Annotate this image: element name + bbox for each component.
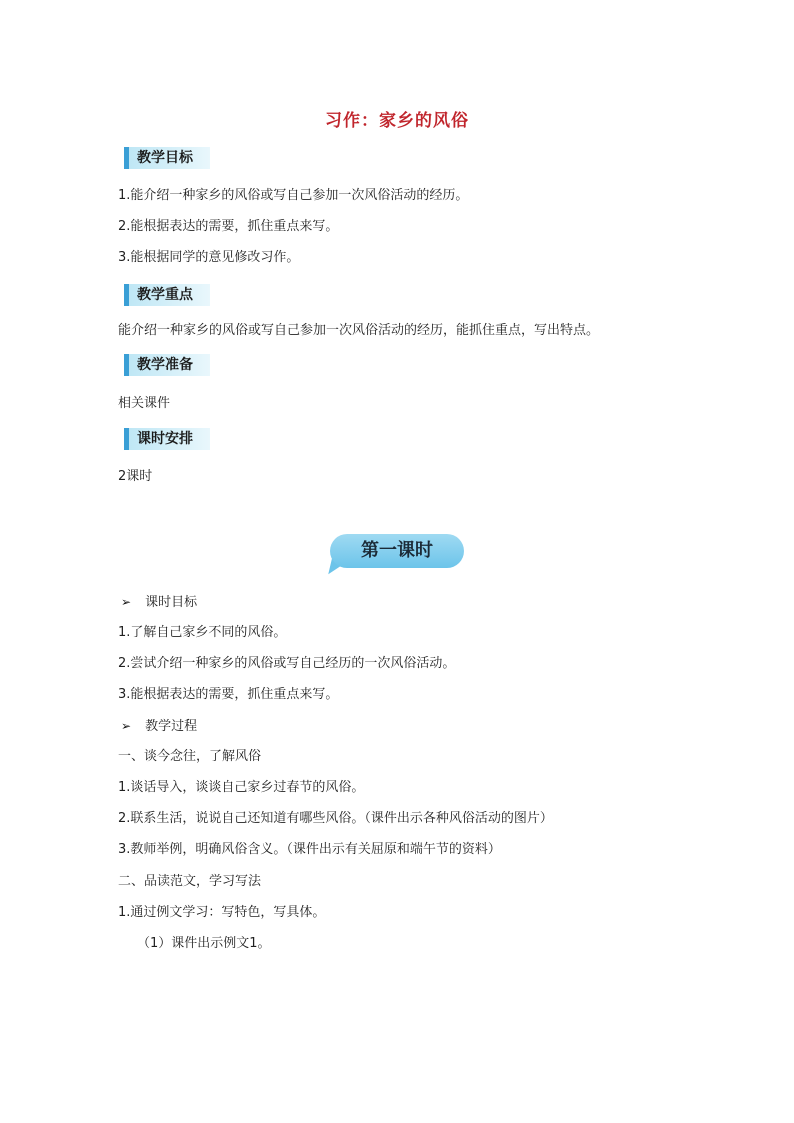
section-heading-focus: 教学重点 [124, 284, 210, 306]
process-part-heading: 二、品读范文，学习写法 [118, 874, 262, 889]
focus-text: 能介绍一种家乡的风俗或写自己参加一次风俗活动的经历，能抓住重点，写出特点。 [118, 323, 600, 338]
section-heading-goals: 教学目标 [124, 147, 210, 169]
process-item: 2.联系生活，说说自己还知道有哪些风俗。（课件出示各种风俗活动的图片） [118, 811, 553, 826]
subheading-label: 课时目标 [145, 595, 198, 610]
process-item: 1.谈话导入，谈谈自己家乡过春节的风俗。 [118, 780, 365, 795]
goal-item: 2.能根据表达的需要，抓住重点来写。 [118, 219, 339, 234]
lesson-goal-item: 2.尝试介绍一种家乡的风俗或写自己经历的一次风俗活动。 [118, 656, 456, 671]
lesson-badge: 第一课时 [330, 534, 464, 568]
schedule-text: 2课时 [118, 469, 153, 484]
section-heading-schedule: 课时安排 [124, 428, 210, 450]
lesson-goal-item: 3.能根据表达的需要，抓住重点来写。 [118, 687, 339, 702]
subheading-label: 教学过程 [145, 719, 198, 734]
arrow-bullet-icon: ➢ [121, 595, 132, 609]
process-item: 1.通过例文学习：写特色，写具体。 [118, 905, 326, 920]
lesson-goal-item: 1.了解自己家乡不同的风俗。 [118, 625, 287, 640]
subheading-process [121, 717, 197, 736]
subheading-goals [121, 593, 197, 612]
section-heading-prep: 教学准备 [124, 354, 210, 376]
page-title: 习作：家乡的风俗 [325, 111, 469, 131]
prep-text: 相关课件 [118, 396, 171, 411]
goal-item: 1.能介绍一种家乡的风俗或写自己参加一次风俗活动的经历。 [118, 188, 469, 203]
goal-item: 3.能根据同学的意见修改习作。 [118, 250, 300, 265]
process-subitem: （1）课件出示例文1。 [137, 936, 271, 951]
arrow-bullet-icon: ➢ [121, 719, 132, 733]
process-part-heading: 一、谈今念往，了解风俗 [118, 749, 262, 764]
process-item: 3.教师举例，明确风俗含义。（课件出示有关屈原和端午节的资料） [118, 842, 501, 857]
